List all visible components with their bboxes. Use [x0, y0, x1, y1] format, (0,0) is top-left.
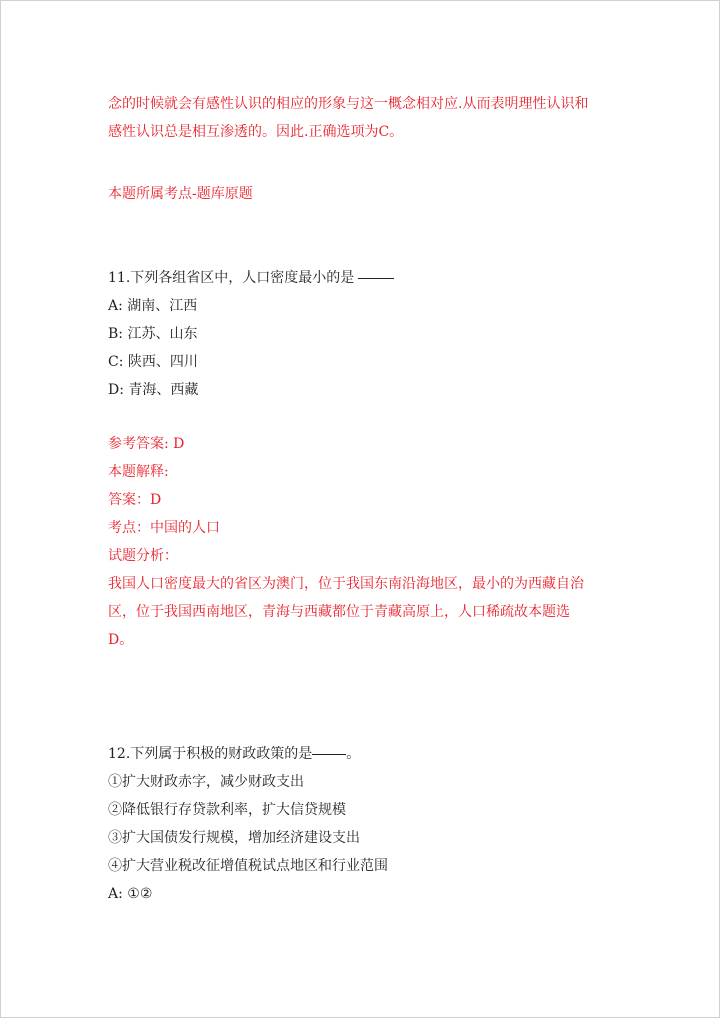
answer-blank — [312, 753, 346, 755]
q11-option-b: B: 江苏、山东 — [108, 326, 198, 342]
q12-option-a: A: ①② — [108, 886, 153, 902]
q11-kaodian: 考点：中国的人口 — [108, 520, 220, 536]
prev-explanation-line-1: 念的时候就会有感性认识的相应的形象与这一概念相对应.从而表明理性认识和 — [108, 96, 589, 112]
q11-reference-answer: 参考答案: D — [108, 436, 185, 452]
q12-stem-end: 。 — [346, 746, 361, 762]
q11-explanation-title: 本题解释: — [108, 464, 169, 480]
q12-item-1: ①扩大财政赤字，减少财政支出 — [108, 774, 304, 790]
q12-item-4: ④扩大营业税改征增值税试点地区和行业范围 — [108, 858, 388, 874]
q12-item-2: ②降低银行存贷款利率，扩大信贷规模 — [108, 802, 346, 818]
q11-stem-text: 11.下列各组省区中，人口密度最小的是 — [108, 270, 355, 286]
q12-stem-text: 12.下列属于积极的财政政策的是 — [108, 746, 313, 762]
answer-blank — [358, 277, 394, 279]
q11-analysis-title: 试题分析： — [108, 548, 178, 564]
prev-explanation-line-2: 感性认识总是相互渗透的。因此.正确选项为C。 — [108, 124, 404, 140]
q11-stem — [108, 264, 628, 292]
q12-item-3: ③扩大国债发行规模，增加经济建设支出 — [108, 830, 360, 846]
q11-option-d: D: 青海、西藏 — [108, 382, 199, 398]
document-content — [108, 90, 628, 908]
q11-analysis-line-3: D。 — [108, 632, 134, 648]
prev-source-note: 本题所属考点-题库原题 — [108, 186, 253, 202]
q11-answer: 答案：D — [108, 492, 162, 508]
q11-option-c: C: 陕西、四川 — [108, 354, 198, 370]
q12-stem — [108, 740, 628, 768]
q11-analysis-line-1: 我国人口密度最大的省区为澳门，位于我国东南沿海地区，最小的为西藏自治 — [108, 576, 584, 592]
q11-option-a: A: 湖南、江西 — [108, 298, 198, 314]
q11-analysis-line-2: 区，位于我国西南地区，青海与西藏都位于青藏高原上，人口稀疏故本题选 — [108, 604, 570, 620]
